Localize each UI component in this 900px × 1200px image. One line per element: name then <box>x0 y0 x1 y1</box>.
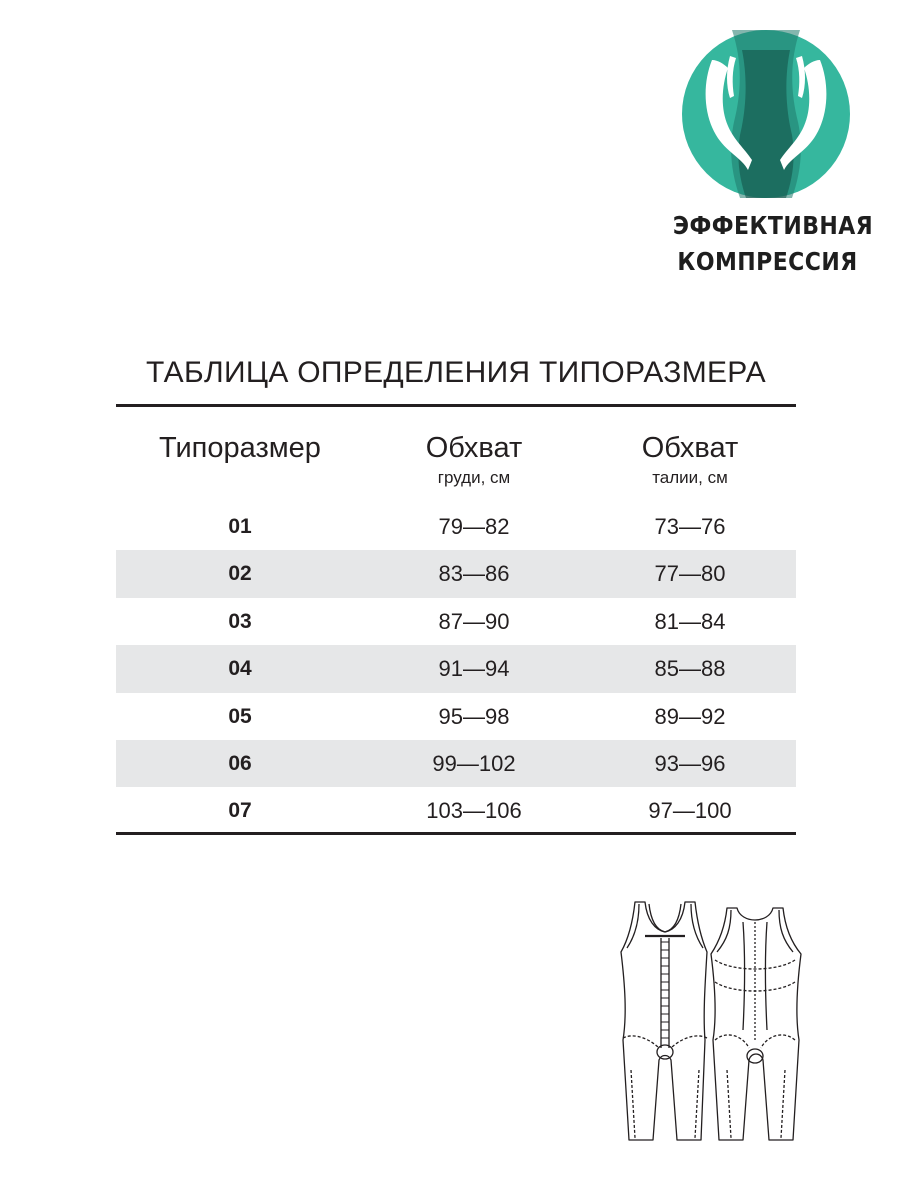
table-row <box>116 503 796 550</box>
hands-holding-torso-icon <box>682 30 850 198</box>
waist-cell: 97—100 <box>648 798 732 824</box>
header-size-label: Типоразмер <box>159 432 321 464</box>
waist-cell: 81—84 <box>654 608 726 634</box>
table-row <box>116 740 796 787</box>
header-waist-label: Обхват <box>641 432 739 464</box>
waist-cell: 85—88 <box>654 656 726 682</box>
brand-name-line-2: КОМПРЕССИЯ <box>677 247 858 276</box>
brand-name-line-1: ЭФФЕКТИВНАЯ <box>672 211 874 240</box>
table-row <box>116 598 796 645</box>
chest-cell: 99—102 <box>432 750 516 776</box>
garment-illustration <box>605 890 815 1150</box>
waist-cell: 73—76 <box>654 514 726 539</box>
size-table-body <box>116 503 796 835</box>
table-top-rule <box>116 404 796 407</box>
header-chest-unit: груди, см <box>437 468 511 487</box>
header-chest <box>364 428 584 488</box>
table-row <box>116 550 796 597</box>
brand-name <box>672 208 874 280</box>
table-row <box>116 787 796 834</box>
compression-bodysuit-back-icon <box>711 908 801 1140</box>
compression-bodysuit-front-icon <box>621 902 707 1140</box>
header-waist <box>584 428 796 488</box>
size-cell: 07 <box>228 799 252 823</box>
chest-cell: 87—90 <box>438 608 510 634</box>
page-title: ТАБЛИЦА ОПРЕДЕЛЕНИЯ ТИПОРАЗМЕРА <box>146 356 766 389</box>
header-size <box>116 428 364 468</box>
size-cell: 06 <box>228 751 252 775</box>
chest-cell: 95—98 <box>438 703 510 729</box>
size-cell: 02 <box>228 562 252 586</box>
size-cell: 04 <box>228 657 252 681</box>
table-bottom-rule <box>116 832 796 835</box>
table-row <box>116 693 796 740</box>
size-cell: 05 <box>228 704 252 728</box>
waist-cell: 77—80 <box>654 561 726 587</box>
chest-cell: 83—86 <box>438 561 510 587</box>
waist-cell: 89—92 <box>654 703 726 729</box>
size-cell: 03 <box>228 609 252 633</box>
size-cell: 01 <box>228 515 252 538</box>
waist-cell: 93—96 <box>654 750 726 776</box>
table-row <box>116 645 796 692</box>
header-waist-unit: талии, см <box>652 468 728 487</box>
chest-cell: 103—106 <box>426 798 522 824</box>
chest-cell: 91—94 <box>438 656 510 682</box>
chest-cell: 79—82 <box>438 514 510 539</box>
brand-logo <box>660 28 875 288</box>
header-chest-label: Обхват <box>425 432 523 464</box>
